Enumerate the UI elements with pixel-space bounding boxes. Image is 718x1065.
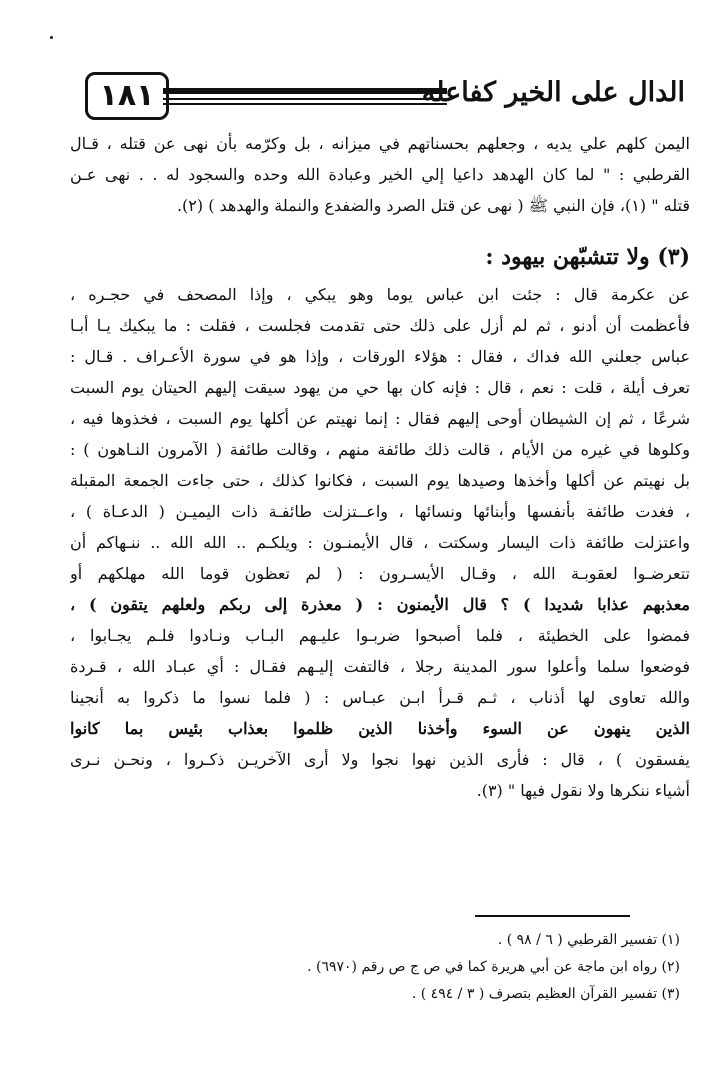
page-number: ١٨١: [85, 72, 169, 120]
text-line: تتعرضـوا لعقوبـة الله ، وقـال الأيسـرون : ( لم تعظون قوما الله مهلكهم أو: [70, 564, 690, 583]
page-body: [70, 128, 690, 806]
text-line: معذبهم عذابا شديدا ) ؟ قال الأيمنون : ( معذرة إلى ربكم ولعلهم يتقون ) ،: [70, 595, 690, 614]
header-rule-thin: [163, 98, 447, 100]
page-speck: [50, 36, 53, 39]
text-line: أشياء ننكرها ولا نقول فيها " (٣).: [476, 781, 690, 800]
text-line: ، فغدت طائفة بأنفسها وأبنائها ونسائها ، واعــتزلت طائفـة ذات اليميـن ( الدعـاة ) ،: [70, 502, 690, 521]
footnote: (٢) رواه ابن ماجة عن أبي هريرة كما في ص ج ص رقم (٦٩٧٠) .: [307, 959, 680, 975]
footnote-divider: [475, 915, 630, 917]
text-line: واعتزلت طائفة ذات اليسار وسكتت ، قال الأيمنـون : ويلكـم .. الله الله .. ننـهاكم أن: [70, 533, 690, 552]
text-line: عباس جعلني الله فداك ، فقال : هؤلاء الورقات ، وإذا هو في سورة الأعـراف . قـال :: [70, 347, 690, 366]
text-line: قتله " (١)، فإن النبي ﷺ ( نهى عن قتل الصرد والضفدع والنملة والهدهد ) (٢).: [176, 196, 690, 215]
text-line: اليمن كلهم علي يديه ، وجعلهم بحسناتهم في ميزانه ، بل وكرّمه بأن نهى عن قتله ، قـال: [70, 134, 690, 153]
book-title: الدال على الخير كفاعله: [421, 77, 685, 108]
text-line: وكلوها في غيره من الأيام ، قالت ذلك طائفة منهم ، وقالت طائفة ( الآمرون النـاهون ) :: [70, 440, 690, 459]
text-line: يفسقون ) ، قال : فأرى الذين نهوا نجوا ولا أرى الآخريـن ذكـروا ، ونحـن نـرى: [70, 750, 690, 769]
footnotes: [250, 927, 680, 1008]
page-header: [85, 70, 685, 124]
header-rule: [163, 88, 447, 94]
spacer: [70, 221, 690, 231]
text-line: الذين ينهون عن السوء وأخذنا الذين ظلموا بعذاب بئيس بما كانوا: [70, 719, 690, 738]
text-line: والله تعاوى لها أذناب ، ثـم قـرأ ابـن عبـاس : ( فلما نسوا ما ذكروا به أنجينا: [70, 688, 690, 707]
text-line: تعرف أيلة ، قلت : نعم ، قال : فإنه كان بها حي من يهود سيقت إليهم الحيتان يوم السبت: [70, 378, 690, 397]
text-line: فوضعوا سلما وأعلوا سور المدينة رجلا ، فالتفت إليـهم فقـال : أي عبـاد الله ، قـردة: [70, 657, 690, 676]
footnote: (١) تفسير القرطبي ( ٦ / ٩٨ ) .: [497, 932, 680, 948]
header-rule-thin: [163, 103, 447, 105]
text-line: بل نهيتم عن أكلها وأخذها وصيدها يوم السبت ، فكانوا كذلك ، حتى جاءت الجمعة المقبلة: [70, 471, 690, 490]
section-heading: (٣) ولا تتشبّهن بيهود :: [485, 244, 690, 270]
text-line: القرطبي : " لما كان الهدهد داعيا إلي الخير وعبادة الله وحده والسجود له . . نهى عـن: [70, 165, 690, 184]
text-line: فمضوا على الخطيئة ، فلما أصبحوا ضربـوا عليـهم البـاب ونـادوا فلـم يجـابوا ،: [70, 626, 690, 645]
text-line: فأعظمت أن أدنو ، ثم لم أزل على ذلك حتى تقدمت فجلست ، فقلت : ما يبكيك يـا أبـا: [70, 316, 690, 335]
text-line: عن عكرمة قال : جئت ابن عباس يوما وهو يبكي ، وإذا المصحف في حجـره ،: [70, 285, 690, 304]
footnote: (٣) تفسير القرآن العظيم بتصرف ( ٣ / ٤٩٤ ) .: [411, 986, 680, 1002]
text-line: شرعًا ، ثم إن الشيطان أوحى إليهم فقال : إنما نهيتم عن أكلها يوم السبت ، فخذوها فيه ،: [70, 409, 690, 428]
